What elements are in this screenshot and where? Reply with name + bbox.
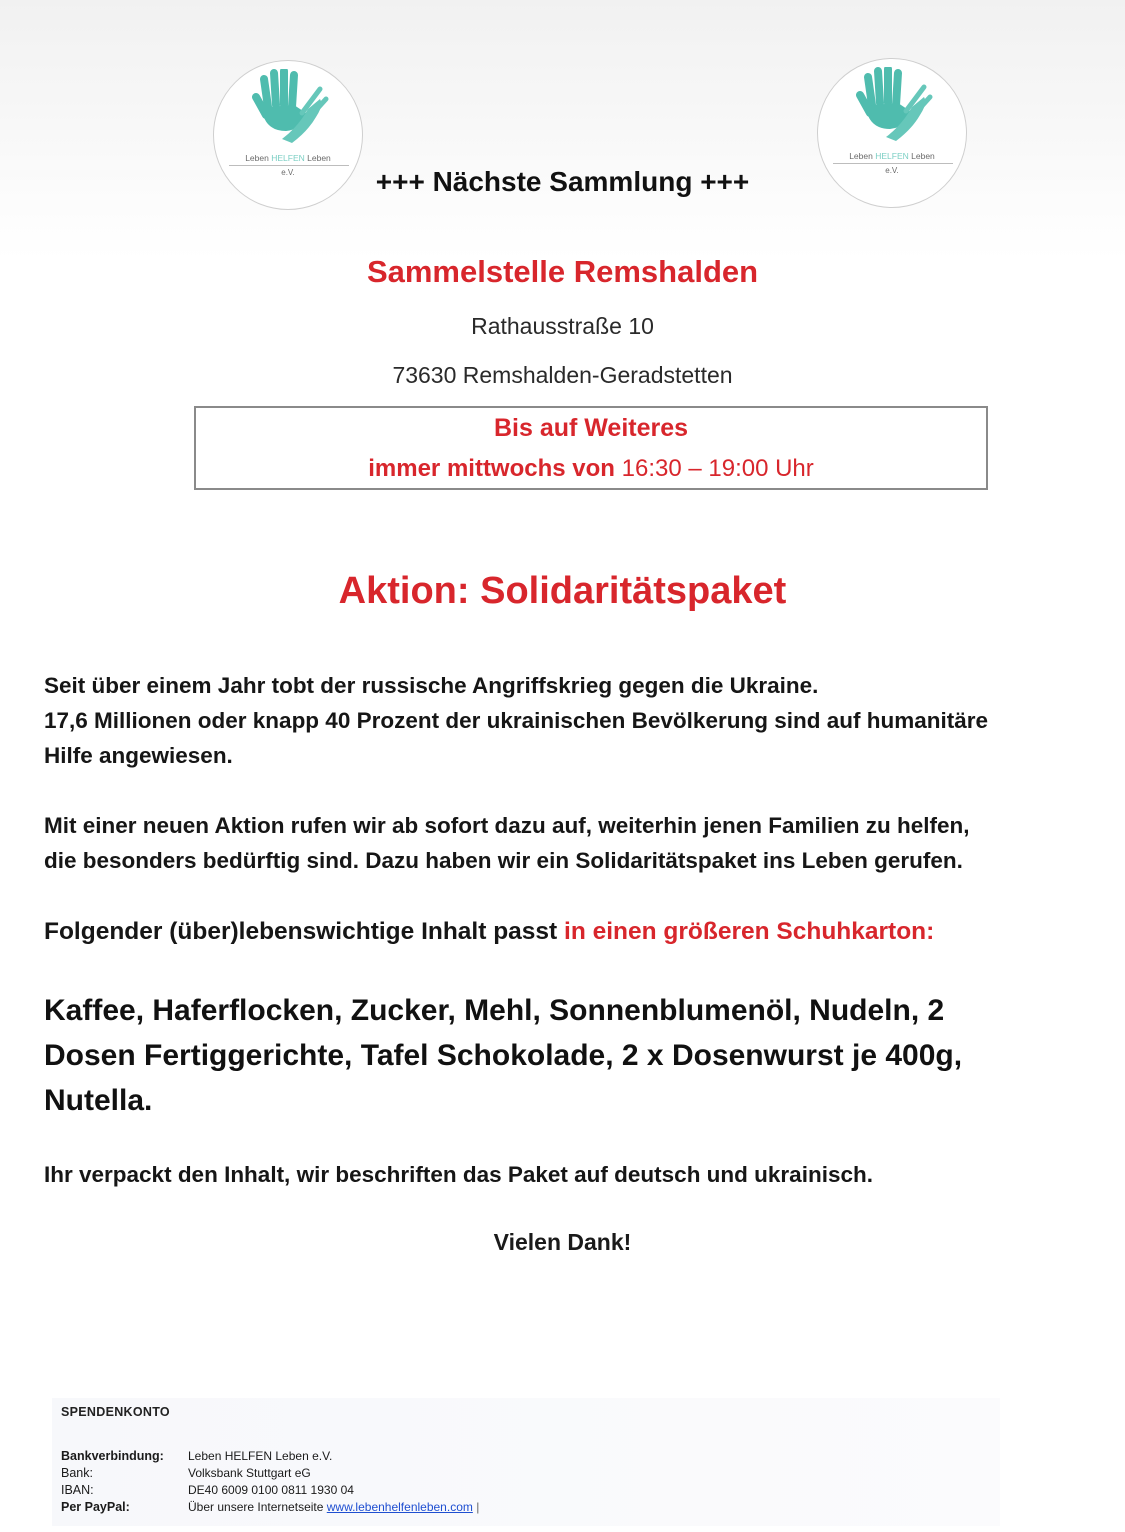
intro-line-3: Hilfe angewiesen. — [44, 743, 233, 768]
logo-ev: e.V. — [885, 166, 899, 175]
intro-line-2: 17,6 Millionen oder knapp 40 Prozent der ukrainischen Bevölkerung sind auf humanitäre — [44, 708, 988, 733]
logo-divider — [833, 163, 953, 164]
helping-hands-icon — [850, 67, 936, 149]
thanks-text: Vielen Dank! — [493, 1229, 632, 1255]
paragraph-aktion — [44, 808, 1119, 878]
bank-label: Bank: — [61, 1466, 93, 1480]
logo-wordmark: Leben HELFEN Leben — [849, 151, 935, 161]
page-title: +++ Nächste Sammlung +++ — [375, 166, 750, 197]
items-line-3: Nutella. — [44, 1084, 153, 1117]
location-city: 73630 Remshalden-Geradstetten — [392, 362, 733, 388]
schedule-line1: Bis auf Weiteres — [493, 414, 689, 442]
iban-value: DE40 6009 0100 0811 1930 04 — [188, 1483, 354, 1497]
bank-connection-value: Leben HELFEN Leben e.V. — [188, 1449, 333, 1463]
location-street: Rathausstraße 10 — [471, 313, 654, 339]
items-line-1: Kaffee, Haferflocken, Zucker, Mehl, Sonnenblumenöl, Nudeln, 2 — [44, 994, 945, 1027]
schedule-weekday: immer mittwochs von — [368, 455, 615, 482]
website-link[interactable]: www.lebenhelfenleben.com — [326, 1500, 473, 1514]
iban-label: IBAN: — [61, 1483, 94, 1497]
content-intro-highlight: in einen größeren Schuhkarton: — [564, 918, 935, 945]
location-name: Sammelstelle Remshalden — [366, 254, 759, 289]
logo-ev: e.V. — [281, 168, 295, 177]
schedule-box — [194, 406, 988, 490]
helping-hands-icon — [246, 69, 332, 151]
logo-wordmark: Leben HELFEN Leben — [245, 153, 331, 163]
bank-connection-label: Bankverbindung: — [61, 1449, 164, 1463]
items-list — [44, 988, 1114, 1123]
paragraph-packing: Ihr verpackt den Inhalt, wir beschriften das Paket auf deutsch und ukrainisch. — [44, 1162, 873, 1187]
donation-title: SPENDENKONTO — [61, 1405, 170, 1419]
paypal-text: Über unsere Internetseite — [188, 1500, 324, 1514]
schedule-line2 — [196, 455, 986, 483]
intro-line-1: Seit über einem Jahr tobt der russische Angriffskrieg gegen die Ukraine. — [44, 673, 819, 698]
aktion-title: Aktion: Solidaritätspaket — [338, 570, 787, 612]
paragraph-content-intro — [44, 914, 1119, 949]
aktion-line-2: die besonders bedürftig sind. Dazu haben wir ein Solidaritätspaket ins Leben gerufen. — [44, 848, 963, 873]
aktion-line-1: Mit einer neuen Aktion rufen wir ab sofort dazu auf, weiterhin jenen Familien zu helfen, — [44, 813, 970, 838]
paypal-value: Über unsere Internetseite www.lebenhelfenleben.com | — [188, 1500, 480, 1514]
content-intro-text: Folgender (über)lebenswichtige Inhalt passt — [44, 918, 558, 945]
bank-value: Volksbank Stuttgart eG — [188, 1466, 311, 1480]
paragraph-intro — [44, 668, 1119, 773]
schedule-time: 16:30 – 19:00 Uhr — [621, 455, 814, 482]
paypal-label: Per PayPal: — [61, 1500, 130, 1514]
items-line-2: Dosen Fertiggerichte, Tafel Schokolade, 2 x Dosenwurst je 400g, — [44, 1039, 963, 1072]
